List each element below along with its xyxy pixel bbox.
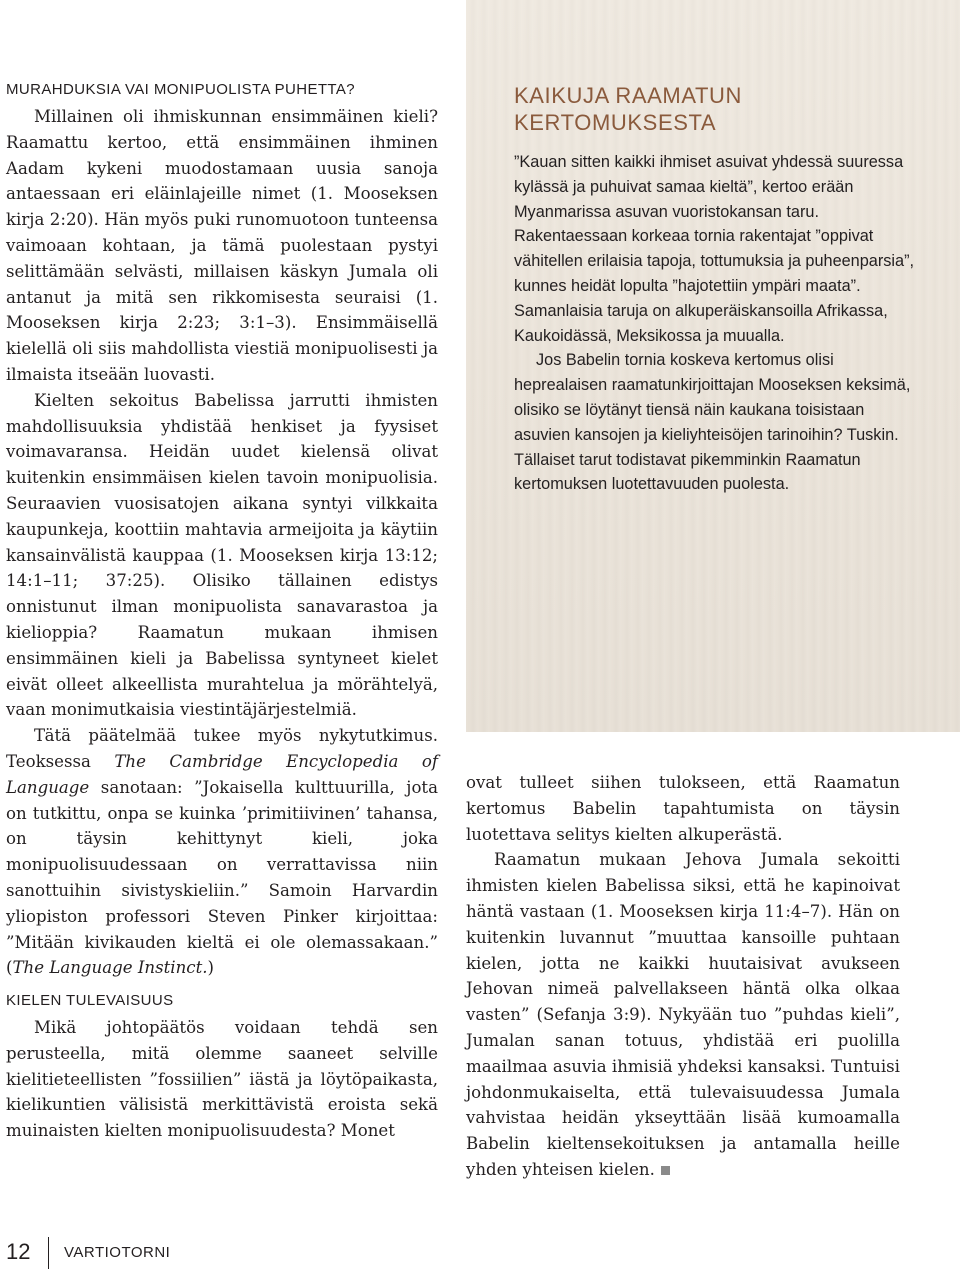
body-paragraph: Mikä johtopäätös voidaan tehdä sen perusteella, mitä olemme saaneet selville kielitieteellisten ”fossiilien” iästä ja löytöpaikasta, kielikuntien välisistä merkittävistä eroista sekä muinaisten kielten monipuolisuudesta? Monet [6,1018,438,1141]
page-number: 12 [6,1239,31,1264]
right-column [466,770,900,1183]
body-paragraph-final [466,847,900,1182]
sidebar-box-paragraph: ”Kauan sitten kaikki ihmiset asuivat yhdessä suuressa kylässä ja puhuivat samaa kieltä”, kertoo erään Myanmarissa asuvan vuoristokansan taru. Rakentaessaan korkeaa tornia rakentajat ”oppivat vähitellen erilaisia tapoja, tottumuksia ja puheenparsia”, kunnes heidät lopulta ”hajotettiin ympäri maata”. Samanlaisia taruja on alkuperäiskansoilla Afrikassa, Kaukoidässä, Meksikossa ja muualla. [514,153,915,345]
book-title-language-instinct: The Language Instinct. [12,958,208,978]
body-paragraph-quote [6,723,438,981]
body-paragraph: ovat tulleet siihen tulokseen, että Raamatun kertomus Babelin tapahtumista on täysin luotettava selitys kielten alkuperästä. [466,773,900,844]
sidebar-box-title: KAIKUJA RAAMATUN KERTOMUKSESTA [514,83,743,135]
footer-divider [48,1237,49,1269]
page-footer [6,1237,306,1271]
text-run: Raamatun mukaan Jehova Jumala sekoitti ihmisten kielen Babelissa siksi, että he kapinoivat häntä vastaan (1. Mooseksen kirja 11:4–7). Hän on kuitenkin luvannut ”muuttaa kansoille puhtaan kielen, jotta ne kaikki huutaisivat avukseen Jehovan nimeä palvellakseen häntä olka olkaa vasten” (Sefanja 3:9). Nykyään tuo ”puhdas kieli”, Jumalan sanan totuus, yhdistää eri puolilla maailmaa asuvia ihmisiä yhdeksi kansaksi. Tuntuisi johdonmukaiselta, että tulevaisuudessa Jumala vahvistaa heidän ykseyttään lisää kumoamalla Babelin kieltensekoituksen ja antamalla heille yhden yhteisen kielen. [466,850,900,1179]
publication-name: VARTIOTORNI [64,1244,171,1261]
section-heading-murahduksia: MURAHDUKSIA VAI MONIPUOLISTA PUHETTA? [6,81,356,98]
body-paragraph: Millainen oli ihmiskunnan ensimmäinen kieli? Raamattu kertoo, että ensimmäinen ihminen Aadam kykeni muodostamaan uusia sanoja antaessaan eri eläinlajeille nimet (1. Mooseksen kirja 2:20). Hän myös puki runomuotoon tunteensa vaimoaan kohtaan, ja tämä puolestaan pystyi selittämään selvästi, millaisen käskyn Jumala oli antanut ja mitä sen rikkomisesta seuraisi (1. Mooseksen kirja 2:23; 3:1–3). Ensimmäisellä kielellä oli siis mahdollista viestiä monipuolisesti ja ilmaista itseään luovasti. [6,107,438,384]
left-column [6,78,438,1144]
sidebar-box-paragraph: Jos Babelin tornia koskeva kertomus olisi heprealaisen raamatunkirjoittajan Mooseksen keksimä, olisiko se löytänyt tiensä näin kaukana toisistaan asuvien kansojen ja kieliyhteisöjen tarinoihin? Tuskin. Tällaiset tarut todistavat pikemminkin Raamatun kertomuksen luotettavuuden puolesta. [514,351,911,494]
text-run: sanotaan: ”Jokaisella kulttuurilla, jota on tutkittu, onpa se kuinka ’primitiivinen’ tahansa, on täysin kehittynyt kieli, joka monipuolisuudessaan on verrattavissa niin sanottuihin sivistyskieliin.” Samoin Harvardin yliopiston professori Steven Pinker kirjoittaa: ”Mitään kivikauden kieltä ei ole olemassakaan.” ( [6,777,438,978]
end-mark-icon [661,1166,670,1175]
section-heading-kielen-tulevaisuus: KIELEN TULEVAISUUS [6,992,174,1010]
book-title-cambridge: The Cambridge Encyclopedia of Language [6,751,438,797]
sidebar-box [466,0,960,732]
text-run: Tätä päätelmää tukee myös nykytutkimus. Teoksessa [6,726,438,771]
body-paragraph: Kielten sekoitus Babelissa jarrutti ihmisten mahdollisuuksia yhdistää henkiset ja fyysiset voimavaransa. Heidän uudet kielensä olivat kuitenkin ensimmäisen kielen tavoin monipuolisia. Seuraavien vuosisatojen aikana syntyi vilkkaita kaupunkeja, koottiin mahtavia armeijoita ja käytiin kansainvälistä kauppaa (1. Mooseksen kirja 13:12; 14:1–11; 37:25). Olisiko tällainen edistys onnistunut ilman monipuolista sanavarastoa ja kielioppia? Raamatun mukaan ihmisen ensimmäinen kieli ja Babelissa syntyneet kielet eivät olleet alkeellista murahtelua ja mörähtelyä, vaan monimutkaisia viestintäjärjestelmiä. [6,390,438,720]
text-run: ) [207,958,214,978]
sidebar-box-content [514,82,924,497]
